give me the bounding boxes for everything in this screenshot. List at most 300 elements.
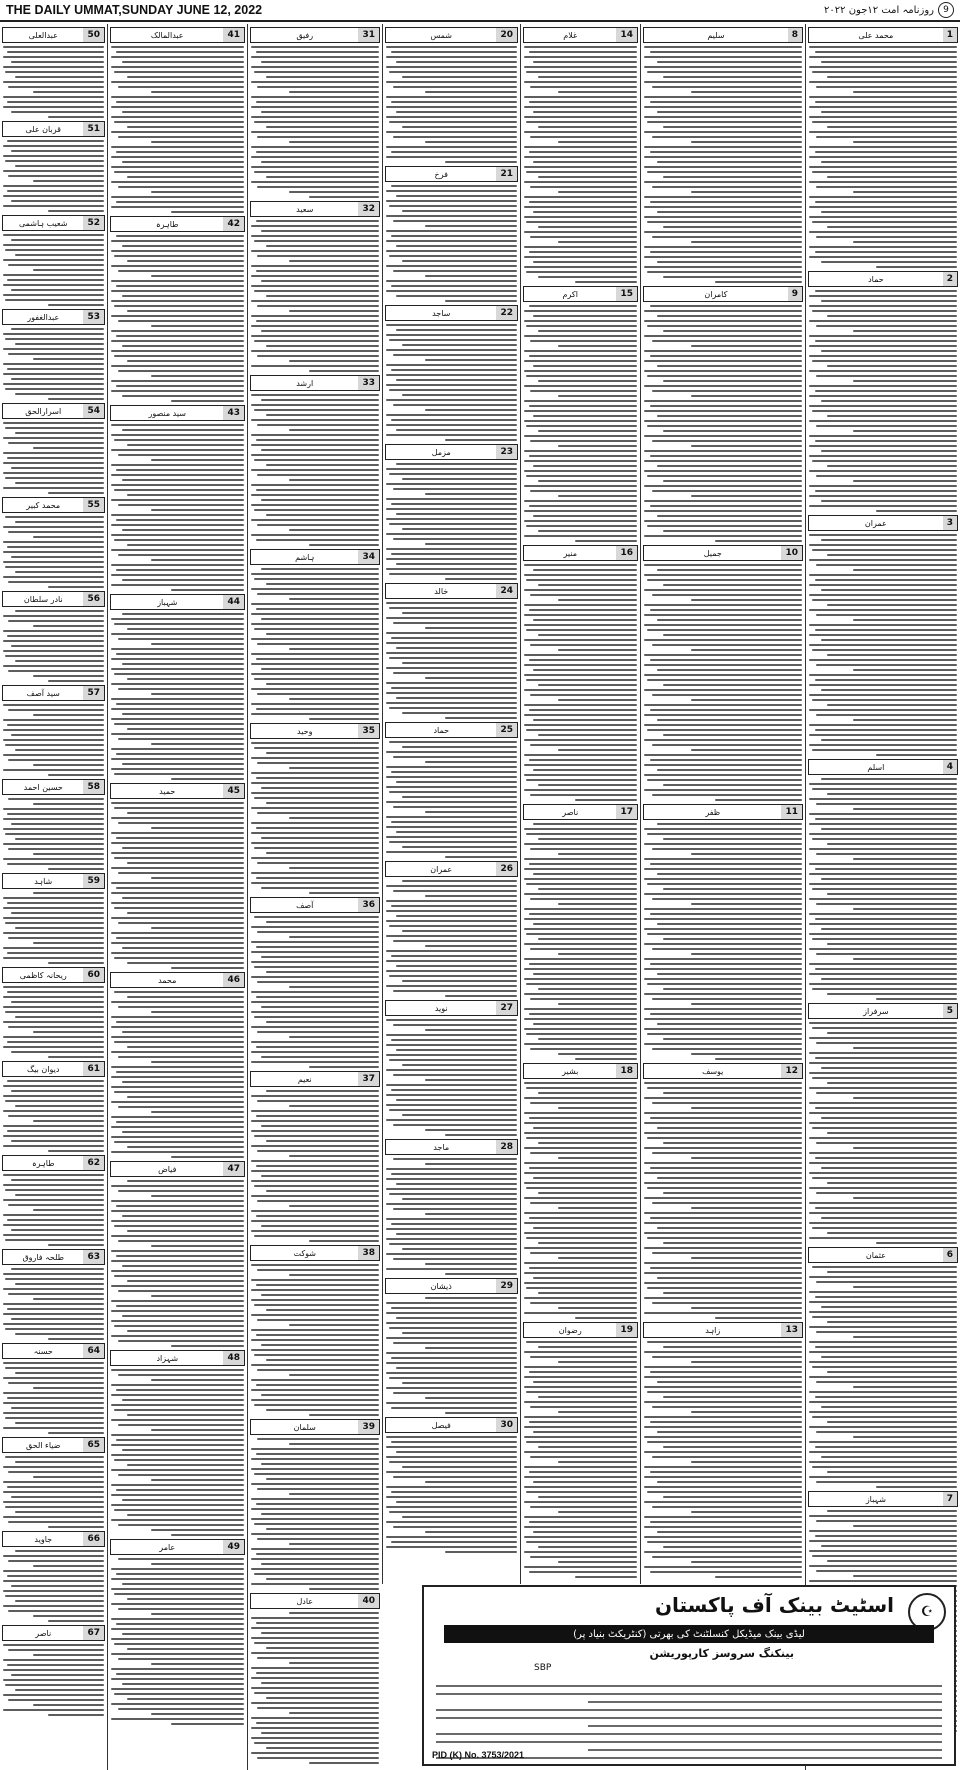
text-line [111, 1394, 244, 1396]
text-line [812, 838, 957, 840]
text-line [289, 867, 379, 869]
text-line [122, 763, 244, 765]
text-line [111, 56, 244, 58]
text-line [530, 390, 637, 392]
text-line [151, 325, 244, 327]
text-line [652, 1152, 802, 1154]
text-line [251, 1583, 379, 1585]
text-line [530, 594, 637, 596]
text-line [111, 434, 244, 436]
text-line [266, 126, 379, 128]
text-line [254, 1473, 379, 1475]
text-line [876, 1242, 957, 1244]
text-line [647, 779, 802, 781]
text-line [821, 1356, 957, 1358]
text-line [809, 1376, 957, 1378]
text-line [524, 510, 637, 512]
text-line [402, 980, 517, 982]
text-line [396, 295, 517, 297]
text-line [111, 1668, 244, 1670]
text-line [445, 300, 517, 302]
text-line [393, 220, 517, 222]
text-line [524, 106, 637, 108]
text-line [251, 991, 379, 993]
text-line [15, 749, 104, 751]
text-line [558, 1107, 637, 1109]
text-line [256, 1334, 379, 1336]
text-line [529, 963, 637, 965]
story-number-value: 55 [87, 500, 100, 510]
text-line [809, 659, 957, 661]
story-number [496, 445, 517, 459]
text-line [389, 1461, 517, 1463]
text-line [533, 1531, 637, 1533]
text-line [386, 399, 517, 401]
story-header [808, 1247, 958, 1263]
text-line [171, 1156, 244, 1158]
text-line [644, 993, 802, 995]
text-line [396, 965, 517, 967]
text-line [15, 1422, 104, 1424]
text-line [812, 699, 957, 701]
text-line [261, 1056, 379, 1058]
text-line [127, 1096, 244, 1098]
text-line [524, 535, 637, 537]
story-title: نعیم [297, 1074, 312, 1084]
text-line [644, 420, 802, 422]
ad-subtitle: بینکنگ سروسز کارپوریشن [649, 1647, 794, 1660]
text-line [122, 1215, 244, 1217]
story-title: ارشد [296, 378, 314, 388]
story-body [806, 1266, 960, 1488]
text-line [386, 290, 517, 292]
text-line [815, 679, 957, 681]
story-title: شہباز [157, 597, 178, 607]
text-line [812, 599, 957, 601]
text-line [5, 516, 104, 518]
text-line [650, 1167, 802, 1169]
text-line [111, 196, 244, 198]
text-line [254, 747, 379, 749]
text-line [127, 678, 244, 680]
text-line [538, 1192, 637, 1194]
text-line [386, 1387, 517, 1389]
text-line [111, 633, 244, 635]
text-line [261, 1344, 379, 1346]
text-line [647, 883, 802, 885]
text-line [251, 1558, 379, 1560]
text-line [122, 111, 244, 113]
text-line [575, 281, 637, 283]
text-line [650, 759, 802, 761]
text-line [3, 1501, 104, 1503]
story-header [110, 216, 245, 232]
text-line [151, 1011, 244, 1013]
text-line [809, 933, 957, 935]
text-line [111, 952, 244, 954]
story-number-value: 13 [785, 1325, 798, 1335]
text-line [289, 817, 379, 819]
urdu-date [824, 2, 954, 18]
text-line [111, 1200, 244, 1202]
text-line [524, 978, 637, 980]
text-line [816, 1481, 957, 1483]
text-line [118, 738, 244, 740]
story-title: ماجد [433, 1142, 450, 1152]
text-line [111, 564, 244, 566]
text-line [524, 1436, 637, 1438]
column-b [107, 24, 247, 1770]
text-line [251, 1727, 379, 1729]
text-line [644, 1222, 802, 1224]
text-line [524, 350, 637, 352]
text-line [256, 1046, 379, 1048]
text-line [691, 599, 802, 601]
text-line [533, 923, 637, 925]
text-line [114, 539, 244, 541]
text-line [386, 1486, 517, 1488]
text-line [876, 754, 957, 756]
text-line [111, 1101, 244, 1103]
text-line [647, 71, 802, 73]
text-line [127, 260, 244, 262]
text-line [425, 1531, 517, 1533]
story-header [523, 804, 638, 820]
text-line [691, 1411, 802, 1413]
story-header [385, 583, 518, 599]
story-number [83, 1438, 104, 1452]
story-title: رفیق [296, 30, 314, 40]
story-number-value: 27 [500, 1003, 513, 1013]
text-line [386, 1188, 517, 1190]
text-line [389, 339, 517, 341]
text-line [538, 634, 637, 636]
text-line [386, 1253, 517, 1255]
text-line [809, 1152, 957, 1154]
text-line [114, 857, 244, 859]
text-line [386, 851, 517, 853]
text-line [389, 707, 517, 709]
text-line [3, 897, 104, 899]
text-line [127, 126, 244, 128]
text-line [402, 126, 517, 128]
text-line [644, 1566, 802, 1568]
text-line [386, 116, 517, 118]
text-line [116, 937, 244, 939]
text-line [11, 111, 104, 113]
text-line [815, 1057, 957, 1059]
text-line [526, 779, 637, 781]
text-line [111, 658, 244, 660]
text-line [3, 1402, 104, 1404]
text-line [644, 96, 802, 98]
text-line [526, 729, 637, 731]
text-line [251, 1702, 379, 1704]
text-line [644, 828, 802, 830]
story-number-value: 56 [87, 594, 100, 604]
text-line [524, 1162, 637, 1164]
text-line [853, 908, 957, 910]
text-line [644, 106, 802, 108]
text-line [809, 131, 957, 133]
story-title: محمد [158, 975, 177, 985]
text-line [3, 947, 104, 949]
text-line [251, 300, 379, 302]
text-line [812, 360, 957, 362]
text-line [526, 833, 637, 835]
text-line [257, 136, 379, 138]
text-line [251, 1110, 379, 1112]
text-line [127, 1514, 244, 1516]
text-line [3, 986, 104, 988]
text-line [111, 1320, 244, 1322]
story-number [616, 1323, 637, 1337]
text-line [809, 156, 957, 158]
text-line [386, 548, 517, 550]
text-line [526, 71, 637, 73]
text-line [812, 1227, 957, 1229]
text-line [809, 1202, 957, 1204]
text-line [11, 1229, 104, 1231]
text-line [111, 116, 244, 118]
story-header [808, 271, 958, 287]
story-header [2, 27, 105, 43]
text-line [256, 270, 379, 272]
text-line [251, 519, 379, 521]
text-line [251, 335, 379, 337]
text-line [254, 1185, 379, 1187]
text-line [5, 655, 104, 657]
text-line [48, 398, 104, 400]
text-line [15, 1016, 104, 1018]
text-line [524, 958, 637, 960]
text-line [644, 196, 802, 198]
story-number [223, 1540, 244, 1554]
text-line [254, 1016, 379, 1018]
text-line [691, 241, 802, 243]
text-line [652, 898, 802, 900]
story-title: شاہد [34, 876, 53, 886]
text-line [533, 61, 637, 63]
text-line [650, 305, 802, 307]
text-line [538, 126, 637, 128]
text-line [257, 1200, 379, 1202]
text-line [111, 96, 244, 98]
text-line [809, 1162, 957, 1164]
story-title: ریحانہ کاظمی [19, 970, 67, 980]
text-line [809, 206, 957, 208]
text-line [386, 692, 517, 694]
text-line [257, 693, 379, 695]
text-line [7, 1080, 104, 1082]
text-line [445, 439, 517, 441]
story-title: عبدالمالک [150, 30, 184, 40]
text-line [251, 1160, 379, 1162]
text-line [3, 205, 104, 207]
text-line [647, 1087, 802, 1089]
story-title: عبدالغفور [27, 312, 60, 322]
text-line [853, 141, 957, 143]
text-line [8, 1521, 104, 1523]
text-line [33, 447, 104, 449]
text-line [538, 1446, 637, 1448]
text-line [251, 156, 379, 158]
text-line [15, 165, 104, 167]
text-line [289, 360, 379, 362]
text-line [111, 1384, 244, 1386]
story-number [496, 167, 517, 181]
story-number [358, 898, 379, 912]
text-line [256, 1622, 379, 1624]
text-line [257, 643, 379, 645]
text-line [812, 410, 957, 412]
text-line [816, 186, 957, 188]
text-line [644, 410, 802, 412]
text-line [821, 639, 957, 641]
text-line [524, 1197, 637, 1199]
text-line [821, 1306, 957, 1308]
text-line [257, 424, 379, 426]
text-line [530, 998, 637, 1000]
text-line [254, 409, 379, 411]
text-line [652, 1556, 802, 1558]
text-line [3, 1466, 104, 1468]
text-line [558, 191, 637, 193]
text-line [118, 688, 244, 690]
text-line [445, 995, 517, 997]
text-line [809, 485, 957, 487]
text-line [396, 831, 517, 833]
text-line [111, 1136, 244, 1138]
text-line [261, 499, 379, 501]
story-header [385, 444, 518, 460]
text-line [111, 280, 244, 282]
text-line [816, 714, 957, 716]
text-line [15, 393, 104, 395]
text-line [815, 1346, 957, 1348]
text-line [8, 937, 104, 939]
text-line [425, 895, 517, 897]
text-line [533, 161, 637, 163]
text-line [647, 1137, 802, 1139]
text-line [257, 86, 379, 88]
story-number-value: 50 [87, 30, 100, 40]
text-line [827, 1510, 957, 1512]
text-line [33, 358, 104, 360]
text-line [15, 927, 104, 929]
text-line [647, 425, 802, 427]
text-line [663, 1546, 802, 1548]
story-body [383, 741, 520, 858]
text-line [118, 1474, 244, 1476]
text-line [526, 325, 637, 327]
text-line [644, 1476, 802, 1478]
text-line [389, 473, 517, 475]
text-line [809, 1401, 957, 1403]
text-line [122, 947, 244, 949]
story-title: ذیشان [430, 1281, 452, 1291]
story-number [358, 724, 379, 738]
story-header [2, 1061, 105, 1077]
text-line [386, 240, 517, 242]
text-line [533, 365, 637, 367]
text-line [289, 529, 379, 531]
text-line [289, 986, 379, 988]
text-line [389, 205, 517, 207]
text-line [251, 146, 379, 148]
text-line [5, 1189, 104, 1191]
story-number-value: 18 [620, 1066, 633, 1076]
text-line [261, 1225, 379, 1227]
story-body [0, 704, 107, 776]
text-line [657, 261, 802, 263]
text-line [386, 131, 517, 133]
text-line [386, 334, 517, 336]
text-line [3, 615, 104, 617]
text-line [809, 1540, 957, 1542]
text-line [663, 1496, 802, 1498]
text-line [821, 450, 957, 452]
story-header [250, 723, 380, 739]
text-line [809, 873, 957, 875]
story-title: حماد [433, 725, 450, 735]
text-line [657, 1227, 802, 1229]
text-line [524, 968, 637, 970]
text-line [48, 586, 104, 588]
text-line [118, 86, 244, 88]
text-line [809, 1237, 957, 1239]
text-line [251, 951, 379, 953]
text-line [538, 1546, 637, 1548]
text-line [289, 310, 379, 312]
text-line [657, 211, 802, 213]
text-line [533, 873, 637, 875]
text-line [526, 475, 637, 477]
text-line [526, 1391, 637, 1393]
text-line [3, 1491, 104, 1493]
text-line [644, 1212, 802, 1214]
text-line [3, 665, 104, 667]
text-line [48, 1432, 104, 1434]
text-line [815, 1396, 957, 1398]
story-number [496, 1418, 517, 1432]
text-line [644, 918, 802, 920]
text-line [251, 1548, 379, 1550]
text-line [809, 146, 957, 148]
text-line [821, 1067, 957, 1069]
text-line [657, 823, 802, 825]
text-line [386, 935, 517, 937]
text-line [251, 494, 379, 496]
text-line [425, 1481, 517, 1483]
text-line [815, 818, 957, 820]
text-line [254, 1523, 379, 1525]
text-line [644, 1182, 802, 1184]
text-line [425, 141, 517, 143]
text-line [254, 340, 379, 342]
text-line [524, 1466, 637, 1468]
text-line [3, 1644, 104, 1646]
text-line [691, 1461, 802, 1463]
text-line [254, 678, 379, 680]
story-title: عادل [296, 1596, 314, 1606]
text-line [812, 1316, 957, 1318]
text-line [809, 1102, 957, 1104]
text-line [425, 677, 517, 679]
text-line [853, 430, 957, 432]
text-line [3, 1224, 104, 1226]
text-line [8, 175, 104, 177]
